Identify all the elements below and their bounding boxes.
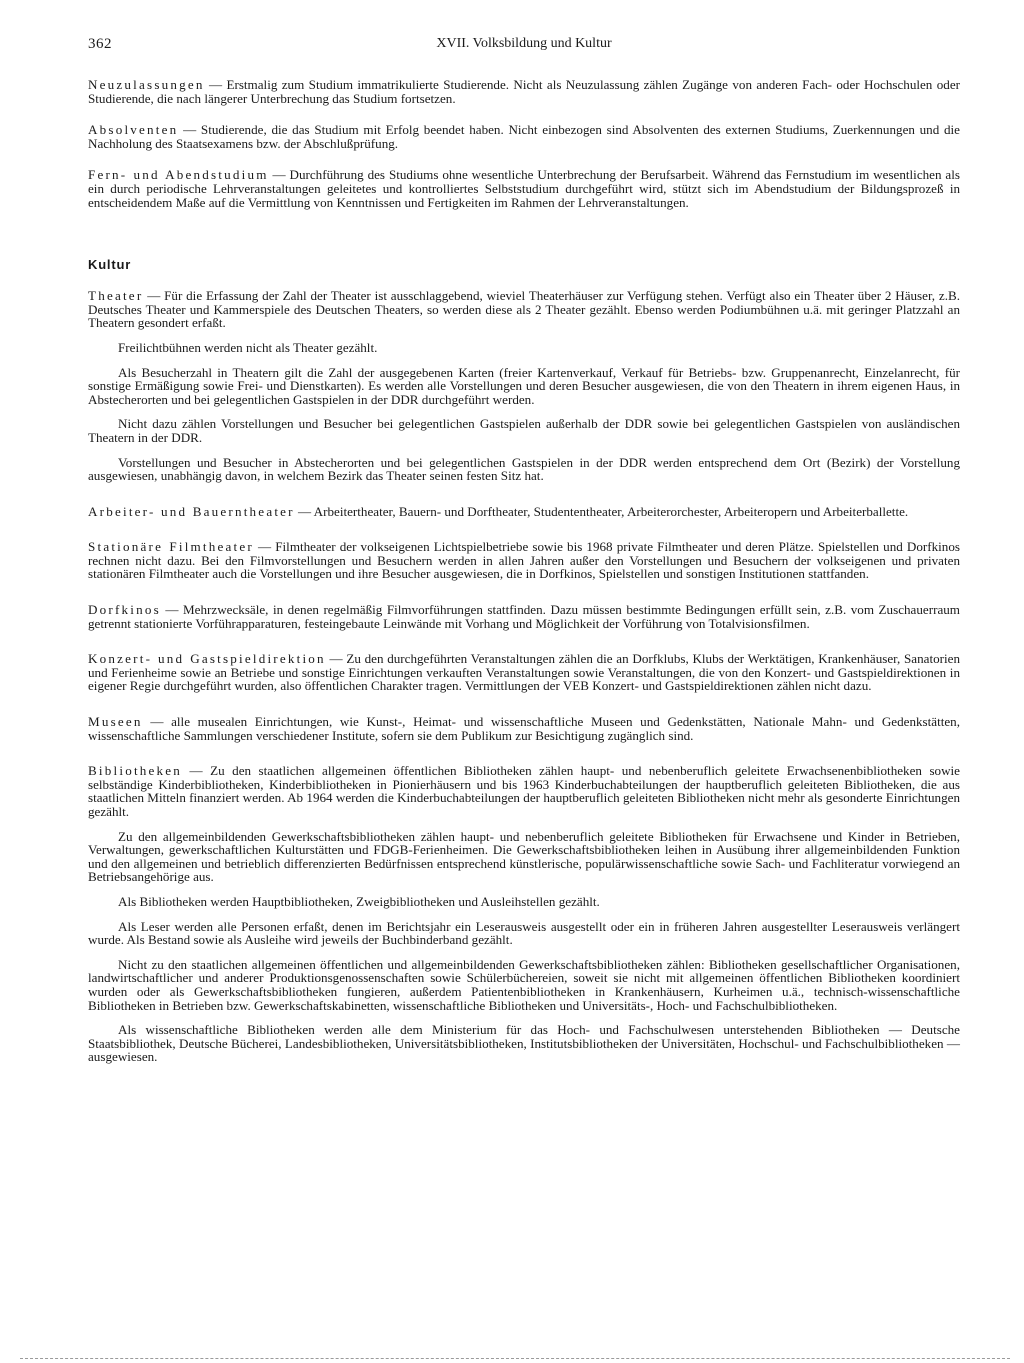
term-label: Museen [88,714,143,730]
term-label: Fern- und Abendstudium [88,167,269,183]
definition-text: — Filmtheater der volkseigenen Lichtspielbetriebe sowie bis 1968 private Filmtheater und deren Plätze. Spielstellen und Dorfkinos rechnen nicht dazu. Bei den Filmvorstellungen und Besuchern werden in allen Jahren außer den Vorstellungen und Besuchern der volkseigenen und privaten stationären Filmtheater auch die Vorstellungen und ihre Besucher ausgewiesen, die in Dorfkinos, Spielstellen und sonstigen Institutionen stattfanden. [88,539,960,582]
definition-bibliotheken [88,764,960,818]
term-label: Absolventen [88,122,179,138]
definition-text: — Zu den durchgeführten Veranstaltungen zählen die an Dorfklubs, Klubs der Werktätigen, Krankenhäuser, Sanatorien und Ferienheime sowie an Betriebe und sonstige Einrichtungen verkauften Veranstaltungen sowie Veranstaltungen, die von den Konzert- und Gastspieldirektionen in eigener Regie durchgeführt wurden, also öffentlichen Charakter tragen. Vermittlungen der VEB Konzert- und Gastspieldirektionen zählen nicht dazu. [88,651,960,694]
definition-stationaere-filmtheater [88,540,960,581]
section-heading-kultur: Kultur [88,257,132,273]
page-number: 362 [88,36,112,52]
definition-text: — Für die Erfassung der Zahl der Theater ist ausschlaggebend, wieviel Theaterhäuser zur Verfügung stehen. Verfügt also ein Theater über 2 Häuser, z.B. Deutsches Theater und Kammerspiele des Deutschen Theaters, so werden diese als 2 Theater gezählt. Ebenso werden Podiumbühnen u.ä. mit geringer Platzzahl an Theatern gesondert erfaßt. [88,288,960,331]
paragraph: Nicht dazu zählen Vorstellungen und Besucher bei gelegentlichen Gastspielen außerhalb der DDR sowie bei gelegentlichen Gastspielen von ausländischen Theatern in der DDR. [88,416,960,445]
definition-museen [88,715,960,742]
paragraph: Zu den allgemeinbildenden Gewerkschaftsbibliotheken zählen haupt- und nebenberuflich geleitete Bibliotheken für Erwachsene und Kinder in Betrieben, Verwaltungen, gewerkschaftlichen Kulturstätten und FDGB-Ferienheimen. Die Gewerkschaftsbibliotheken leihen in Ausübung ihrer allgemeinbildenden Funktion und den allgemeinen und betrieblich differenzierten Bedürfnissen entsprechend künstlerische, populärwissenschaftliche sowie Sach- und Fachliteratur vorwiegend an Betriebsangehörige aus. [88,828,960,885]
paragraph: Als Leser werden alle Personen erfaßt, denen im Berichtsjahr ein Leserausweis ausgestellt oder ein in früheren Jahren ausgestellter Leserausweis verlängert wurde. Als Bestand sowie als Ausleihe wird jeweils der Buchbinderband gezählt. [88,918,960,948]
definition-fern-und-abendstudium [88,168,960,209]
running-title: XVII. Volksbildung und Kultur [436,36,612,51]
paragraph: Freilichtbühnen werden nicht als Theater gezählt. [118,339,378,355]
term-label: Dorfkinos [88,602,161,618]
page-content [88,78,960,1064]
paragraph: Vorstellungen und Besucher in Abstecherorten und bei gelegentlichen Gastspielen in der DDR werden entsprechend dem Ort (Bezirk) der Vorstellung ausgewiesen, unabhängig davon, in welchem Bezirk das Theater seinen festen Sitz hat. [88,454,960,484]
definition-text: — Mehrzwecksäle, in denen regelmäßig Filmvorführungen stattfinden. Dazu müssen bestimmte Bedingungen erfüllt sein, z.B. vom Zuschauerraum getrennt stationierte Vorführapparaturen, festeingebaute Leinwände mit Vorhang und Möglichkeit der Vorführung von Totalvisionsfilmen. [88,602,960,631]
term-label: Arbeiter- und Bauerntheater [88,503,295,519]
term-label: Stationäre Filmtheater [88,539,254,555]
paragraph: Als wissenschaftliche Bibliotheken werden alle dem Ministerium für das Hoch- und Fachschulwesen unterstehenden Bibliotheken — Deutsche Staatsbibliothek, Deutsche Bücherei, Landesbibliotheken, Universitätsbibliotheken, Institutsbibliotheken der Universitäten, Hochschul- und Fachschulbibliotheken — ausgewiesen. [88,1022,960,1065]
definition-theater [88,289,960,330]
definition-text: — Studierende, die das Studium mit Erfolg beendet haben. Nicht einbezogen sind Absolventen des externen Studiums, Zuerkennungen und die Nachholung des Staatsexamens bzw. der Abschlußprüfung. [88,122,960,151]
definition-text: — Arbeitertheater, Bauern- und Dorftheater, Studententheater, Arbeiterorchester, Arbeiteropern und Arbeiterballette. [294,503,909,519]
term-label: Theater [88,288,144,304]
term-label: Konzert- und Gastspieldirektion [88,651,326,667]
definition-konzert-und-gastspieldirektion [88,652,960,693]
definition-text: — Erstmalig zum Studium immatrikulierte Studierende. Nicht als Neuzulassung zählen Zugänge von anderen Fach- oder Hochschulen oder Studierende, die nach längerer Unterbrechung das Studium fortsetzen. [88,77,960,106]
definition-dorfkinos [88,603,960,630]
definition-text: — alle musealen Einrichtungen, wie Kunst-, Heimat- und wissenschaftliche Museen und Gedenkstätten, Nationale Mahn- und Gedenkstätten, wissenschaftliche Sammlungen verschiedener Institute, sofern sie dem Publikum zur Besichtigung zugänglich sind. [88,714,960,743]
footer-divider [20,1358,1010,1359]
term-label: Neuzulassungen [88,77,205,92]
definition-neuzulassungen [88,78,960,105]
definition-text: — Zu den staatlichen allgemeinen öffentlichen Bibliotheken zählen haupt- und nebenberuflich geleitete Erwachsenenbibliotheken sowie selbständige Kinderbibliotheken, Kinderbibliotheken in Pionierhäusern und bis 1963 Kinderbuchabteilungen der hauptberuflich geleiteten Bibliotheken, die aus staatlichen Mitteln finanziert werden. Ab 1964 werden die Kinderbuchabteilungen der hauptberuflich geleiteten Bibliotheken nicht mehr als gesonderte Einrichtungen gezählt. [88,763,960,819]
page-header [88,36,960,56]
term-label: Bibliotheken [88,763,183,779]
paragraph: Nicht zu den staatlichen allgemeinen öffentlichen und allgemeinbildenden Gewerkschaftsbibliotheken zählen: Bibliotheken gesellschaftlicher Organisationen, landwirtschaftlicher und anderer Produktionsgenossenschaften sowie Schülerbüchereien, soweit sie nicht mit allgemeinen öffentlichen Bibliotheken koordiniert wurden oder als Gewerkschaftsbibliotheken fungieren, außerdem Patientenbibliotheken in Krankenhäusern, Kurheimen u.ä., technisch-wissenschaftliche Bibliotheken in Betrieben bzw. Gewerkschaftskabinetten, wissenschaftliche Bibliotheken und Universitäts-, Hoch- und Fachschulbibliotheken. [88,956,960,1013]
paragraph: Als Besucherzahl in Theatern gilt die Zahl der ausgegebenen Karten (freier Kartenverkauf, Verkauf für Betriebs- bzw. Gruppenanrecht, Einzelanrecht, für sonstige Ermäßigung sowie Frei- und Dienstkarten). Es werden alle Vorstellungen und deren Besucher ausgewiesen, die von den Theatern in ihrem eigenen Haus, in Abstecherorten und bei gelegentlichen Gastspielen in der DDR durchgeführt werden. [88,364,960,407]
definition-text: — Durchführung des Studiums ohne wesentliche Unterbrechung der Berufsarbeit. Während das Fernstudium im wesentlichen als ein durch periodische Lehrveranstaltungen geleitetes und kontrolliertes Selbststudium durchgeführt wird, stützt sich im Abendstudium der Bildungsprozeß in entscheidendem Maße auf die Vermittlung von Kenntnissen und Fertigkeiten im Rahmen der Lehrveranstaltungen. [88,167,960,210]
definition-arbeiter-und-bauerntheater [88,505,960,519]
paragraph: Als Bibliotheken werden Hauptbibliotheken, Zweigbibliotheken und Ausleihstellen gezählt. [118,893,600,909]
definition-absolventen [88,123,960,150]
